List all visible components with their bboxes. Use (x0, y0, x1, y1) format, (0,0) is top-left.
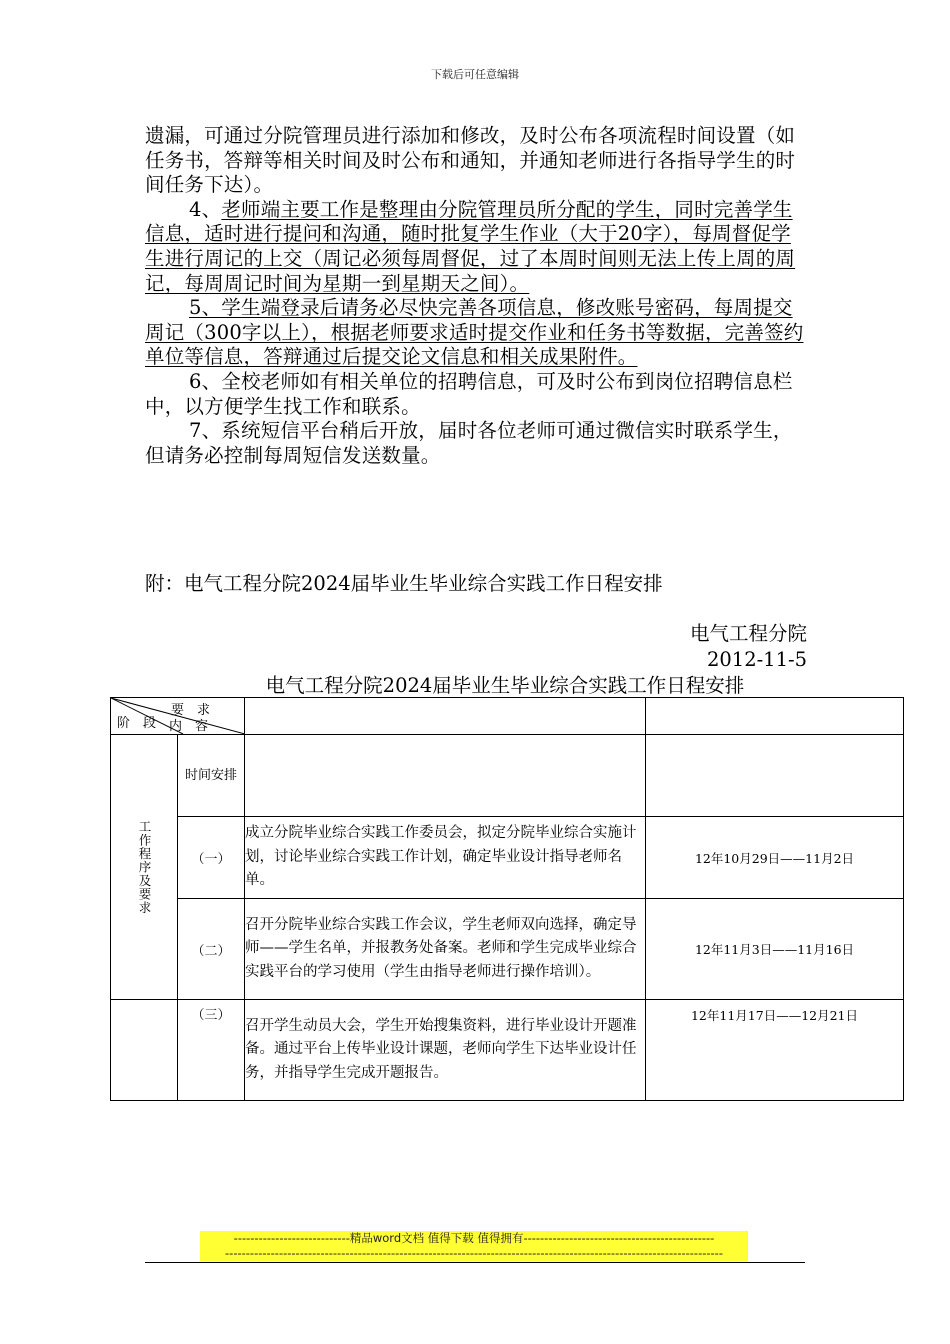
time-label-row (111, 735, 904, 817)
group-label-continued (111, 1000, 178, 1101)
paragraph-4-text: 老师端主要工作是整理由分院管理员所分配的学生，同时完善学生信息，适时进行提问和沟通，随时批复学生作业（大于20字），每周督促学生进行周记的上交（周记必须每周督促，过了本周时间则无法上传上周的周记，每周周记时间为星期一到星期天之间）。 (145, 197, 796, 295)
paragraph-7: 7、系统短信平台稍后开放，届时各位老师可通过微信实时联系学生，但请务必控制每周短信发送数量。 (145, 419, 793, 467)
paragraph-4 (145, 198, 807, 296)
diagonal-header-cell (111, 698, 245, 735)
signature-org: 电气工程分院 (689, 622, 807, 645)
content-cell: 召开学生动员大会，学生开始搜集资料，进行毕业设计开题准备。通过平台上传毕业设计课题，老师向学生下达毕业设计任务，并指导学生完成开题报告。 (245, 1000, 646, 1101)
paragraph-6: 6、全校老师如有相关单位的招聘信息，可及时公布到岗位招聘信息栏中，以方便学生找工作和联系。 (145, 369, 793, 418)
stage-cell: （一） (178, 817, 245, 899)
header-cell-empty-1 (245, 698, 646, 735)
paragraph-4-number: 4、 (189, 197, 222, 221)
signature-date: 2012-11-5 (706, 648, 807, 671)
header-note: 下载后可任意编辑 (431, 68, 519, 81)
stage-cell: （二） (178, 899, 245, 1000)
table-header-row (111, 698, 904, 735)
time-label-cell: 时间安排 (178, 735, 245, 817)
time-row-empty-2 (646, 735, 904, 817)
time-row-empty-1 (245, 735, 646, 817)
header-requirement-label: 要 求 (171, 703, 211, 718)
table-row (111, 1000, 904, 1101)
content-cell: 成立分院毕业综合实践工作委员会，拟定分院毕业综合实施计划，讨论毕业综合实践工作计划，确定毕业设计指导老师名单。 (245, 817, 646, 899)
content-cell: 召开分院毕业综合实践工作会议，学生老师双向选择，确定导师——学生名单，并报教务处备案。老师和学生完成毕业综合实践平台的学习使用（学生由指导老师进行操作培训）。 (245, 899, 646, 1000)
table-title: 电气工程分院2024届毕业生毕业综合实践工作日程安排 (265, 674, 745, 697)
date-cell: 12年11月17日——12月21日 (646, 1000, 904, 1101)
body-text (145, 124, 807, 468)
schedule-table (110, 697, 904, 1101)
footer-banner (200, 1231, 748, 1261)
header-cell-empty-2 (646, 698, 904, 735)
date-cell: 12年10月29日——11月2日 (646, 817, 904, 899)
header-content-label: 内 容 (169, 719, 209, 734)
group-label: 工作程序及要求 (137, 819, 152, 915)
paragraph-3-continued: 遗漏，可通过分院管理员进行添加和修改，及时公布各项流程时间设置（如任务书，答辩等相关时间及时公布和通知，并通知老师进行各指导学生的时间任务下达）。 (145, 124, 796, 197)
stage-cell: （三） (178, 1000, 245, 1101)
header-stage-label: 阶 段 (117, 716, 157, 731)
table-row (111, 899, 904, 1000)
footer-line-1: ----------------------------精品word文档 值得下载 值得拥有---------------------------------------------- (233, 1231, 715, 1245)
group-label-cell (111, 735, 178, 1000)
table-row (111, 817, 904, 899)
footer-line-2: ------------------------------------------------------------------------------------------------------------------------ (225, 1246, 723, 1260)
paragraph-5: 5、学生端登录后请务必尽快完善各项信息，修改账号密码，每周提交周记（300字以上），根据老师要求适时提交作业和任务书等数据，完善签约单位等信息，答辩通过后提交论文信息和相关成果附件。 (145, 296, 804, 369)
footer-rule (145, 1262, 805, 1263)
appendix-line: 附：电气工程分院2024届毕业生毕业综合实践工作日程安排 (145, 572, 663, 595)
date-cell: 12年11月3日——11月16日 (646, 899, 904, 1000)
